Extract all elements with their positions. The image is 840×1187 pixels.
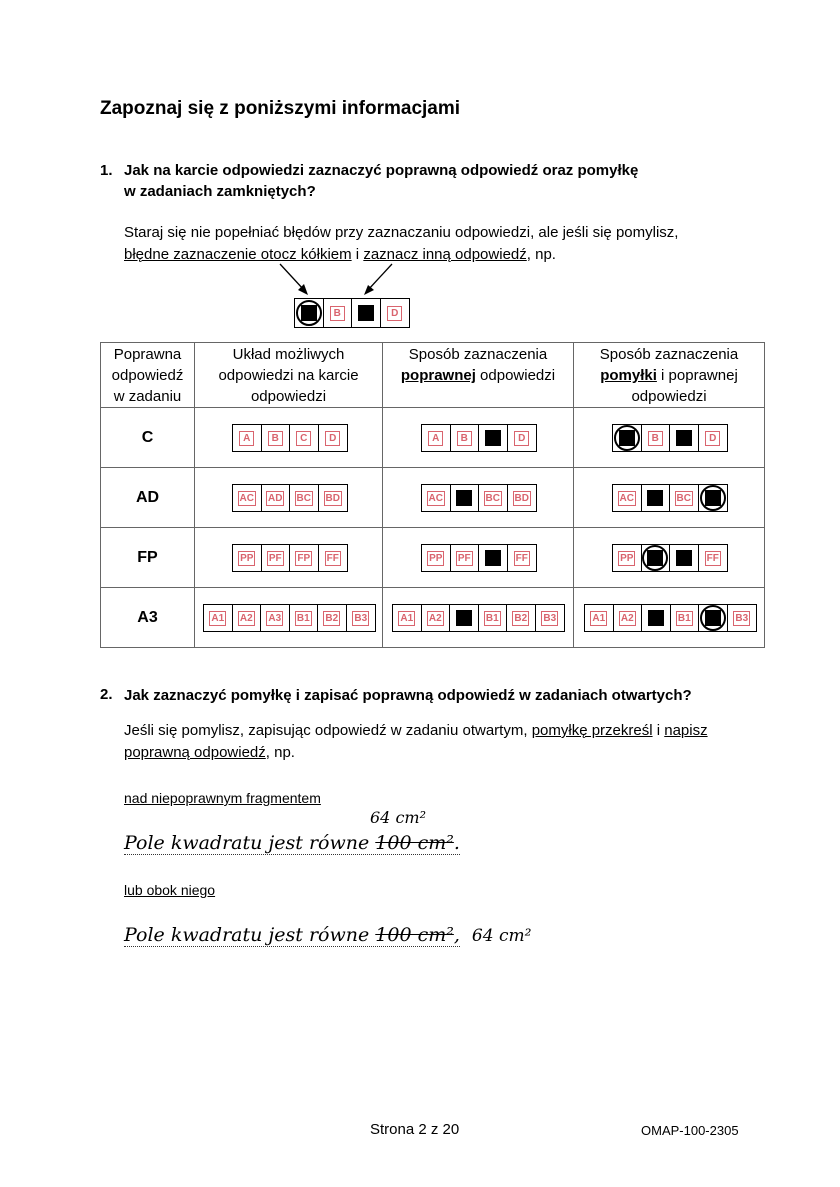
question-2-instructions (124, 720, 744, 764)
example-sentence-1 (124, 832, 460, 855)
option-box: PP (620, 552, 634, 564)
strip-cell (699, 605, 728, 631)
answer-strip (392, 604, 565, 632)
header-text: Poprawna (113, 346, 182, 363)
option-box: A (239, 431, 254, 446)
option-box: B (330, 306, 345, 321)
strip-cell (233, 605, 262, 631)
option-box: B1 (485, 612, 499, 624)
arrow-to-new-mark (368, 264, 392, 290)
sentence-period: . (453, 832, 460, 854)
option-box: FF (326, 552, 339, 564)
example-suffix: , np. (526, 246, 556, 263)
header-emphasis: pomyłki (600, 367, 657, 384)
label-beside-text: lub obok niego (124, 882, 216, 898)
label-above-text: nad niepoprawnym fragmentem (124, 790, 321, 806)
header-correct-marking (383, 343, 574, 408)
option-box: FP (297, 552, 311, 564)
option-box: B (268, 431, 283, 446)
strip-cell (479, 485, 508, 511)
strip-cell (585, 605, 614, 631)
header-text-rest: i poprawnej (656, 367, 738, 384)
option-box: AD (268, 492, 283, 504)
sentence-underlined (124, 924, 460, 947)
layout-cell (195, 588, 383, 648)
option-box: FF (706, 552, 719, 564)
error-marking-cell (574, 528, 765, 588)
header-text: odpowiedzi (631, 388, 707, 405)
filled-mark (456, 490, 472, 506)
layout-cell (195, 468, 383, 528)
strip-cell (642, 605, 671, 631)
strip-cell (613, 485, 642, 511)
error-circle (614, 425, 640, 451)
filled-mark (358, 305, 374, 321)
strip-cell (479, 425, 508, 451)
question-1-title-line1: Jak na karcie odpowiedzi zaznaczyć poprawną odpowiedź oraz pomyłkę (124, 162, 639, 179)
error-marking-cell (574, 468, 765, 528)
strip-cell (642, 485, 671, 511)
option-box: D (705, 431, 720, 446)
table-row (101, 468, 765, 528)
question-2-title: Jak zaznaczyć pomyłkę i zapisać poprawną odpowiedź w zadaniach otwartych? (124, 687, 692, 704)
strip-cell (507, 605, 536, 631)
sentence-text: Pole kwadratu jest równe (124, 832, 376, 854)
option-box: PF (268, 552, 282, 564)
header-text: Układ możliwych (232, 346, 345, 363)
strip-cell (536, 605, 565, 631)
option-box: PP (240, 552, 254, 564)
strip-cell (508, 425, 537, 451)
strike-instruction: pomyłkę przekreśl (531, 722, 653, 739)
answer-strip (612, 544, 728, 572)
correction-above: 64 cm² (370, 808, 426, 827)
row-label: C (101, 408, 195, 468)
header-text (574, 365, 764, 386)
header-text: odpowiedzi (250, 388, 327, 405)
table-row (101, 528, 765, 588)
page-number: Strona 2 z 20 (370, 1121, 460, 1138)
option-box: A1 (592, 612, 606, 624)
filled-mark (647, 490, 663, 506)
option-box: B1 (677, 612, 691, 624)
strip-cell (508, 485, 537, 511)
strip-cell (233, 425, 262, 451)
strip-cell (614, 605, 643, 631)
option-box: D (325, 431, 340, 446)
label-above-fragment (124, 790, 321, 806)
option-box: B (648, 431, 663, 446)
strip-cell (422, 545, 451, 571)
label-beside-fragment (124, 882, 215, 898)
option-box: B3 (354, 612, 368, 624)
filled-mark (676, 430, 692, 446)
answer-strip (232, 544, 348, 572)
strip-cell (451, 485, 480, 511)
strip-cell (422, 425, 451, 451)
option-box: D (387, 306, 402, 321)
strip-cell (699, 485, 728, 511)
sentence-comma: , (453, 924, 460, 946)
option-box: B3 (735, 612, 749, 624)
write-instruction-part2: poprawną odpowiedź (124, 744, 266, 761)
option-box: PP (429, 552, 443, 564)
row-label: FP (101, 528, 195, 588)
struck-value: 100 cm² (375, 832, 454, 854)
arrow-to-circled (280, 264, 304, 290)
option-box: D (514, 431, 529, 446)
header-emphasis: poprawnej (400, 367, 476, 384)
strip-cell (508, 545, 537, 571)
example-sentence-2 (124, 924, 531, 946)
answer-strip (421, 544, 537, 572)
option-box: A3 (268, 612, 282, 624)
layout-cell (195, 408, 383, 468)
strip-cell (290, 605, 319, 631)
option-box: C (296, 431, 311, 446)
example-cell-circled (295, 299, 324, 327)
option-box: B2 (514, 612, 528, 624)
row-label: A3 (101, 588, 195, 648)
question-1-number: 1. (100, 162, 113, 179)
header-text: odpowiedź (111, 367, 184, 384)
option-box: BC (485, 492, 500, 504)
header-text: Sposób zaznaczenia (599, 346, 739, 363)
option-box: A2 (239, 612, 253, 624)
error-circle (700, 485, 726, 511)
option-box: A2 (620, 612, 634, 624)
strip-cell (479, 605, 508, 631)
error-circle (700, 605, 726, 631)
strip-cell (728, 605, 757, 631)
q2-line2 (124, 742, 744, 764)
strip-cell (393, 605, 422, 631)
question-1-title-line2: w zadaniach zamkniętych? (124, 183, 316, 200)
strip-cell (290, 485, 319, 511)
strip-cell (451, 545, 480, 571)
mark-other-instruction: zaznacz inną odpowiedź (363, 246, 527, 263)
option-box: B (457, 431, 472, 446)
filled-mark (456, 610, 472, 626)
answer-strip (421, 484, 537, 512)
question-1-title (124, 160, 638, 202)
option-box: A1 (211, 612, 225, 624)
correct-marking-cell (383, 588, 574, 648)
strip-cell (290, 545, 319, 571)
page-heading: Zapoznaj się z poniższymi informacjami (100, 98, 461, 119)
error-circle (642, 545, 668, 571)
strip-cell (261, 605, 290, 631)
struck-value: 100 cm² (375, 924, 454, 946)
strip-cell (422, 485, 451, 511)
q2-line1 (124, 720, 744, 742)
header-text-rest: odpowiedzi (475, 367, 556, 384)
option-box: AC (239, 492, 254, 504)
option-box: A2 (428, 612, 442, 624)
example-suffix: , np. (265, 744, 295, 761)
strip-cell (319, 545, 348, 571)
strip-cell (450, 605, 479, 631)
strip-cell (451, 425, 480, 451)
header-text: odpowiedzi na karcie (218, 367, 359, 384)
option-box: AC (619, 492, 634, 504)
option-box: B3 (543, 612, 557, 624)
answer-strip (612, 424, 728, 452)
header-layout (195, 343, 383, 408)
strip-cell (613, 545, 642, 571)
q2-text: Jeśli się pomylisz, zapisując odpowiedź w zadaniu otwartym, (124, 722, 532, 739)
question-2-number: 2. (100, 686, 113, 703)
sentence-text: Pole kwadratu jest równe (124, 924, 376, 946)
header-text: w zadaniu (113, 388, 182, 405)
circle-instruction: błędne zaznaczenie otocz kółkiem (124, 246, 352, 263)
option-box: B2 (325, 612, 339, 624)
option-box: BC (296, 492, 311, 504)
answer-strip (203, 604, 376, 632)
strip-cell (290, 425, 319, 451)
strip-cell (670, 425, 699, 451)
strip-cell (699, 425, 728, 451)
answer-strip (584, 604, 757, 632)
strip-cell (262, 545, 291, 571)
strip-cell (613, 425, 642, 451)
header-text (383, 365, 573, 386)
option-box: BD (325, 492, 340, 504)
answer-strip (232, 484, 348, 512)
correction-beside: 64 cm² (471, 926, 532, 946)
table-header-row (101, 343, 765, 408)
header-error-marking (574, 343, 765, 408)
conjunction: i (652, 722, 665, 739)
table-row (101, 588, 765, 648)
error-marking-cell (574, 588, 765, 648)
strip-cell (233, 485, 262, 511)
option-box: BD (514, 492, 529, 504)
error-circle (296, 300, 322, 326)
filled-mark (485, 550, 501, 566)
table-row (101, 408, 765, 468)
option-box: AC (428, 492, 443, 504)
strip-cell (671, 605, 700, 631)
option-box: A1 (400, 612, 414, 624)
example-answer-strip (294, 298, 410, 328)
strip-cell (319, 425, 348, 451)
strip-cell (233, 545, 262, 571)
option-box: B1 (296, 612, 310, 624)
example-cell-b (324, 299, 353, 327)
strip-cell (642, 545, 671, 571)
row-label: AD (101, 468, 195, 528)
write-instruction-part1: napisz (664, 722, 708, 739)
answer-strip (612, 484, 728, 512)
example-cell-d (381, 299, 410, 327)
filled-mark (648, 610, 664, 626)
option-box: FF (515, 552, 528, 564)
exam-code: OMAP-100-2305 (641, 1123, 739, 1138)
answer-strip (232, 424, 348, 452)
strip-cell (319, 485, 348, 511)
correct-marking-cell (383, 528, 574, 588)
pointer-arrows (270, 260, 410, 300)
strip-cell (347, 605, 376, 631)
example-cell-marked (352, 299, 381, 327)
strip-cell (422, 605, 451, 631)
filled-mark (485, 430, 501, 446)
header-text: Sposób zaznaczenia (408, 346, 548, 363)
instruction-line1: Staraj się nie popełniać błędów przy zaznaczaniu odpowiedzi, ale jeśli się pomylisz, (124, 224, 679, 241)
strip-cell (670, 485, 699, 511)
conjunction: i (351, 246, 364, 263)
correct-marking-cell (383, 468, 574, 528)
filled-mark (676, 550, 692, 566)
strip-cell (318, 605, 347, 631)
strip-cell (670, 545, 699, 571)
strip-cell (642, 425, 671, 451)
correct-marking-cell (383, 408, 574, 468)
option-box: PF (457, 552, 471, 564)
layout-cell (195, 528, 383, 588)
option-box: BC (676, 492, 691, 504)
strip-cell (479, 545, 508, 571)
strip-cell (204, 605, 233, 631)
answer-strip (421, 424, 537, 452)
answer-marking-table (100, 342, 765, 648)
option-box: A (428, 431, 443, 446)
strip-cell (699, 545, 728, 571)
arrowhead-right (364, 285, 374, 295)
error-marking-cell (574, 408, 765, 468)
header-correct-answer (101, 343, 195, 408)
strip-cell (262, 425, 291, 451)
strip-cell (262, 485, 291, 511)
